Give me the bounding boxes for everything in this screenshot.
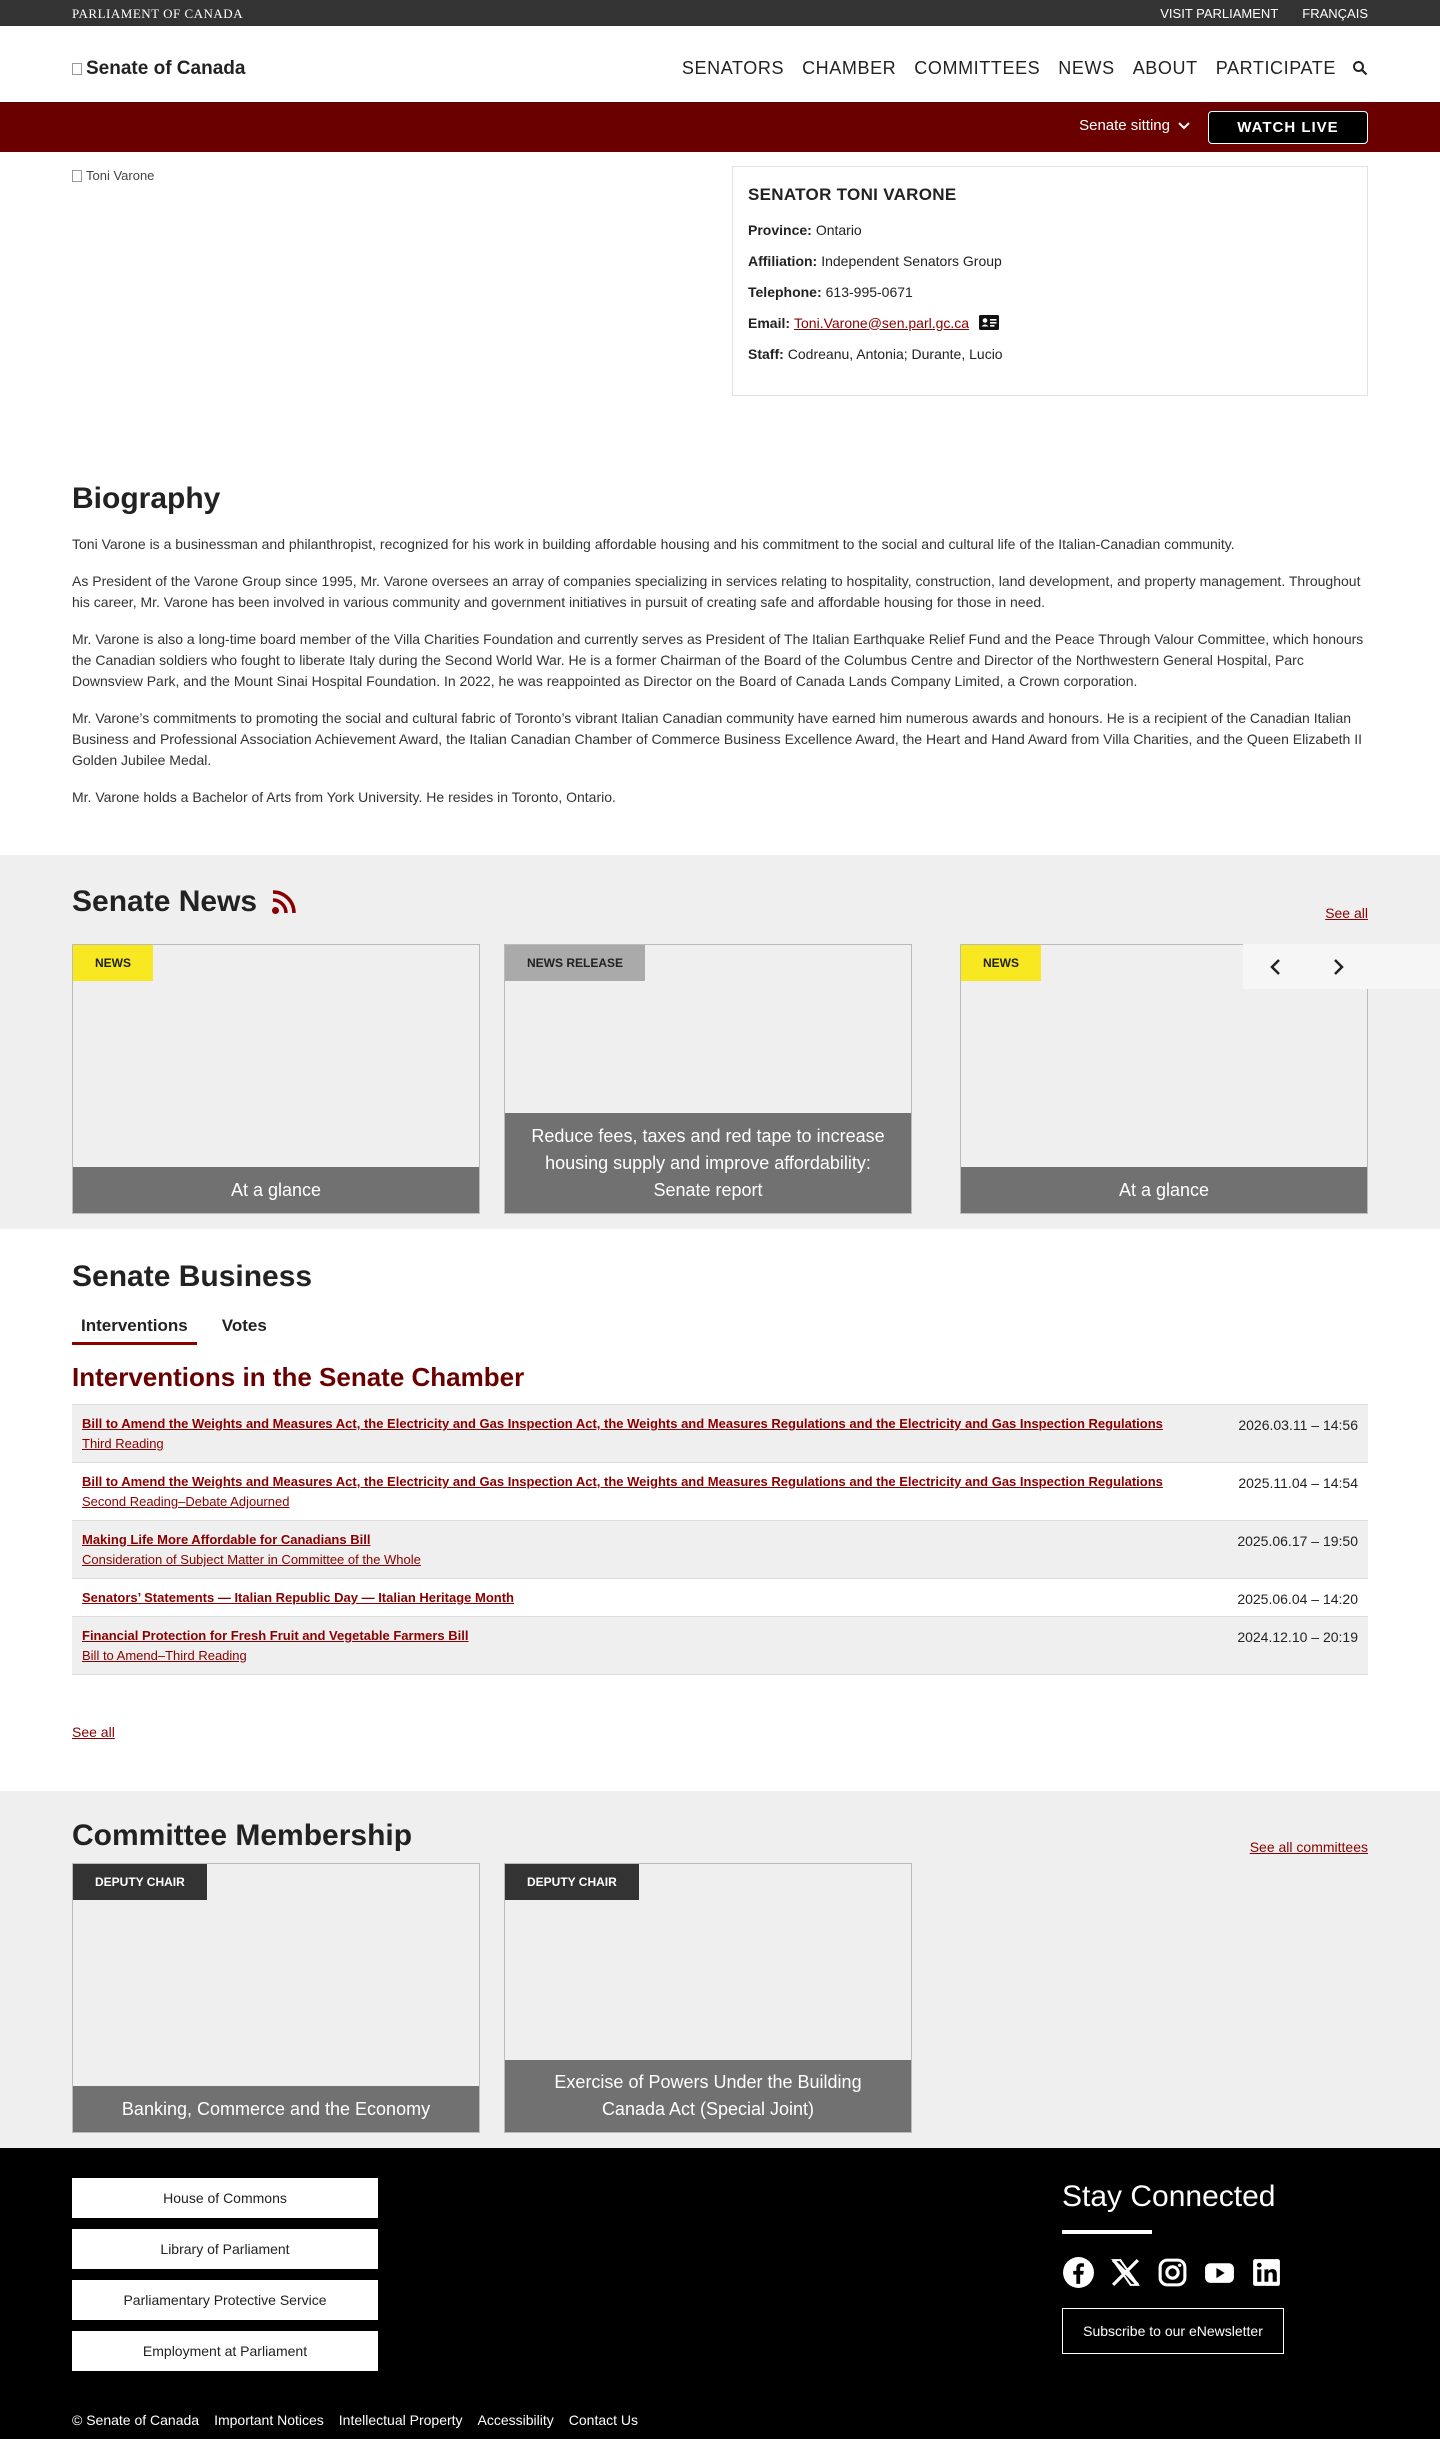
intervention-title-link[interactable]: Senators’ Statements — Italian Republic Day — Italian Heritage Month — [82, 1590, 514, 1605]
biography-title: Biography — [72, 482, 221, 515]
youtube-icon[interactable] — [1203, 2256, 1236, 2289]
intervention-title-link[interactable]: Financial Protection for Fresh Fruit and Vegetable Farmers Bill — [82, 1628, 469, 1643]
committee-card[interactable] — [72, 1863, 480, 2133]
interventions-see-all-link[interactable]: See all — [72, 1724, 115, 1740]
news-card[interactable] — [72, 944, 480, 1214]
news-release-tag: NEWS RELEASE — [505, 945, 645, 981]
nav-news[interactable]: NEWS — [1058, 58, 1115, 78]
intervention-stage-link[interactable]: Third Reading — [82, 1436, 164, 1451]
committee-card-caption: Exercise of Powers Under the Building Canada Act (Special Joint) — [505, 2060, 911, 2132]
protective-service-link[interactable]: Parliamentary Protective Service — [72, 2280, 378, 2320]
telephone-label: Telephone: — [748, 283, 822, 300]
x-icon[interactable] — [1109, 2256, 1142, 2289]
search-icon[interactable] — [1352, 60, 1368, 76]
news-card[interactable] — [504, 944, 912, 1214]
social-links — [1062, 2256, 1283, 2289]
intervention-date: 2025.06.17 – 19:50 — [1237, 1533, 1358, 1549]
intervention-stage-link[interactable]: Second Reading–Debate Adjourned — [82, 1494, 290, 1509]
nav-senators[interactable]: SENATORS — [681, 58, 785, 78]
news-tag: NEWS — [961, 945, 1041, 981]
copyright-text: © Senate of Canada — [72, 2412, 200, 2428]
senate-business-title: Senate Business — [72, 1260, 313, 1293]
senate-news-heading — [72, 885, 297, 919]
intervention-title-link[interactable]: Making Life More Affordable for Canadians Bill — [82, 1532, 371, 1547]
staff-row — [748, 345, 1352, 362]
intellectual-property-link[interactable]: Intellectual Property — [338, 2412, 463, 2428]
email-row — [748, 314, 1352, 331]
committee-card-caption: Banking, Commerce and the Economy — [73, 2086, 479, 2132]
see-all-committees-link[interactable]: See all committees — [1249, 1839, 1368, 1855]
province-value: Ontario — [815, 221, 862, 238]
footer-links — [72, 2178, 378, 2371]
employment-link[interactable]: Employment at Parliament — [72, 2331, 378, 2371]
province-label: Province: — [748, 221, 812, 238]
biography-section — [72, 482, 1368, 824]
intervention-date: 2025.06.04 – 14:20 — [1237, 1591, 1358, 1607]
interventions-title: Interventions in the Senate Chamber — [72, 1362, 525, 1392]
staff-label: Staff: — [748, 345, 784, 362]
tab-interventions[interactable]: Interventions — [72, 1312, 197, 1345]
intervention-row — [72, 1579, 1368, 1617]
email-label: Email: — [748, 314, 791, 331]
business-tabs — [72, 1312, 292, 1345]
subscribe-newsletter-button[interactable]: Subscribe to our eNewsletter — [1062, 2308, 1284, 2354]
senator-name: SENATOR TONI VARONE — [748, 185, 957, 204]
affiliation-row — [748, 252, 1352, 269]
carousel-prev-button[interactable] — [1243, 944, 1307, 989]
intervention-row — [72, 1405, 1368, 1463]
biography-paragraph: Mr. Varone’s commitments to promoting the social and cultural fabric of Toronto’s vibrant Italian Canadian community have earned him numerous awards and honours. He is a recipient of the Canadian Italian Business and Professional Association Achievement Award, the Italian Canadian Chamber of Commerce Business Excellence Award, the Heart and Hand Award from Villa Charities, and the Queen Elizabeth II Golden Jubilee Medal. — [72, 710, 1363, 768]
parliament-of-canada-label: PARLIAMENT OF CANADA — [72, 6, 244, 21]
logo-alt-text: Senate of Canada — [86, 58, 246, 79]
news-see-all-link[interactable]: See all — [1325, 905, 1368, 921]
province-row — [748, 221, 1352, 238]
senate-logo[interactable] — [72, 58, 245, 80]
intervention-row — [72, 1617, 1368, 1675]
committee-card[interactable] — [504, 1863, 912, 2133]
interventions-list — [72, 1404, 1368, 1675]
nav-about[interactable]: ABOUT — [1132, 58, 1198, 78]
contact-card-icon[interactable] — [979, 315, 999, 330]
contact-us-link[interactable]: Contact Us — [568, 2412, 639, 2428]
telephone-row — [748, 283, 1352, 300]
intervention-stage-link[interactable]: Bill to Amend–Third Reading — [82, 1648, 247, 1663]
deputy-chair-tag: DEPUTY CHAIR — [73, 1864, 207, 1900]
email-link[interactable]: Toni.Varone@sen.parl.gc.ca — [794, 314, 970, 331]
committee-membership-section — [0, 1791, 1440, 2148]
affiliation-value: Independent Senators Group — [821, 252, 1002, 269]
tab-votes[interactable]: Votes — [221, 1316, 267, 1335]
chevron-left-icon — [1269, 958, 1281, 976]
instagram-icon[interactable] — [1156, 2256, 1189, 2289]
accessibility-link[interactable]: Accessibility — [477, 2412, 554, 2428]
news-card-caption: At a glance — [73, 1167, 479, 1213]
facebook-icon[interactable] — [1062, 2256, 1095, 2289]
chevron-down-icon — [1178, 122, 1190, 130]
biography-paragraph: Mr. Varone is also a long-time board member of the Villa Charities Foundation and currently serves as President of The Italian Earthquake Relief Fund and the Peace Through Valour Committee, which honours the Canadian soldiers who fought to liberate Italy during the Second World War. He is a former Chairman of the Board of the Columbus Centre and Director of the Northwestern General Hospital, Parc Downsview Park, and the Mount Sinai Hospital Foundation. In 2022, he was reappointed as Director on the Board of Canada Lands Company Limited, a Crown corporation. — [72, 631, 1364, 689]
intervention-date: 2026.03.11 – 14:56 — [1238, 1417, 1358, 1433]
language-toggle-link[interactable]: FRANÇAIS — [1302, 6, 1368, 21]
staff-value: Codreanu, Antonia; Durante, Lucio — [787, 345, 1003, 362]
telephone-value: 613-995-0671 — [825, 283, 913, 300]
broken-image-icon — [72, 63, 82, 75]
news-tag: NEWS — [73, 945, 153, 981]
senator-photo-alt: Toni Varone — [86, 168, 155, 183]
news-carousel-controls — [1243, 944, 1440, 989]
broken-image-icon — [72, 170, 82, 182]
biography-paragraph: Toni Varone is a businessman and philanthropist, recognized for his work in building affordable housing and his commitment to the social and cultural life of the Italian-Canadian community. — [72, 536, 1235, 552]
news-card-caption: Reduce fees, taxes and red tape to increase housing supply and improve affordability: Senate report — [505, 1113, 911, 1213]
committee-membership-title: Committee Membership — [72, 1819, 413, 1852]
stay-connected-title: Stay Connected — [1062, 2180, 1276, 2213]
affiliation-label: Affiliation: — [748, 252, 818, 269]
top-links — [1160, 6, 1368, 21]
news-card-caption: At a glance — [961, 1167, 1367, 1213]
intervention-date: 2024.12.10 – 20:19 — [1237, 1629, 1358, 1645]
senate-news-section — [0, 855, 1440, 1229]
biography-paragraph: Mr. Varone holds a Bachelor of Arts from York University. He resides in Toronto, Ontario. — [72, 789, 616, 805]
parliament-top-bar — [0, 0, 1440, 26]
senate-news-title: Senate News — [72, 885, 258, 918]
watch-live-button[interactable]: WATCH LIVE — [1208, 111, 1368, 144]
rss-icon[interactable] — [271, 889, 297, 915]
stay-connected-underline — [1062, 2230, 1152, 2234]
intervention-title-link[interactable]: Bill to Amend the Weights and Measures Act, the Electricity and Gas Inspection Act, the Weights and Measures Regulations and the Electricity and Gas Inspection Regulations — [82, 1474, 1163, 1489]
chevron-right-icon — [1333, 958, 1345, 976]
intervention-stage-link[interactable]: Consideration of Subject Matter in Committee of the Whole — [82, 1552, 421, 1567]
intervention-row — [72, 1463, 1368, 1521]
senate-sitting-dropdown[interactable] — [1079, 117, 1190, 134]
visit-parliament-link[interactable]: VISIT PARLIAMENT — [1160, 6, 1279, 21]
footer-bottom-links — [72, 2412, 638, 2428]
site-footer — [0, 2148, 1440, 2439]
senate-sitting-label: Senate sitting — [1079, 117, 1170, 134]
main-nav — [682, 58, 1336, 79]
senate-status-bar — [0, 102, 1440, 152]
nav-participate[interactable]: PARTICIPATE — [1215, 58, 1336, 78]
senator-info-card — [732, 166, 1368, 396]
intervention-title-link[interactable]: Bill to Amend the Weights and Measures Act, the Electricity and Gas Inspection Act, the Weights and Measures Regulations and the Electricity and Gas Inspection Regulations — [82, 1416, 1163, 1431]
nav-chamber[interactable]: CHAMBER — [802, 58, 897, 78]
senator-photo — [72, 168, 154, 183]
nav-committees[interactable]: COMMITTEES — [914, 58, 1041, 78]
linkedin-icon[interactable] — [1250, 2256, 1283, 2289]
site-header — [0, 26, 1440, 102]
deputy-chair-tag: DEPUTY CHAIR — [505, 1864, 639, 1900]
biography-paragraph: As President of the Varone Group since 1995, Mr. Varone oversees an array of companies specializing in services relating to hospitality, construction, land development, and property management. Throughout his career, Mr. Varone has been involved in various community and government initiatives in pursuit of creating safe and affordable housing for those in need. — [72, 573, 1361, 610]
carousel-next-button[interactable] — [1307, 944, 1371, 989]
house-of-commons-link[interactable]: House of Commons — [72, 2178, 378, 2218]
important-notices-link[interactable]: Important Notices — [214, 2412, 324, 2428]
intervention-row — [72, 1521, 1368, 1579]
library-of-parliament-link[interactable]: Library of Parliament — [72, 2229, 378, 2269]
intervention-date: 2025.11.04 – 14:54 — [1238, 1475, 1358, 1491]
